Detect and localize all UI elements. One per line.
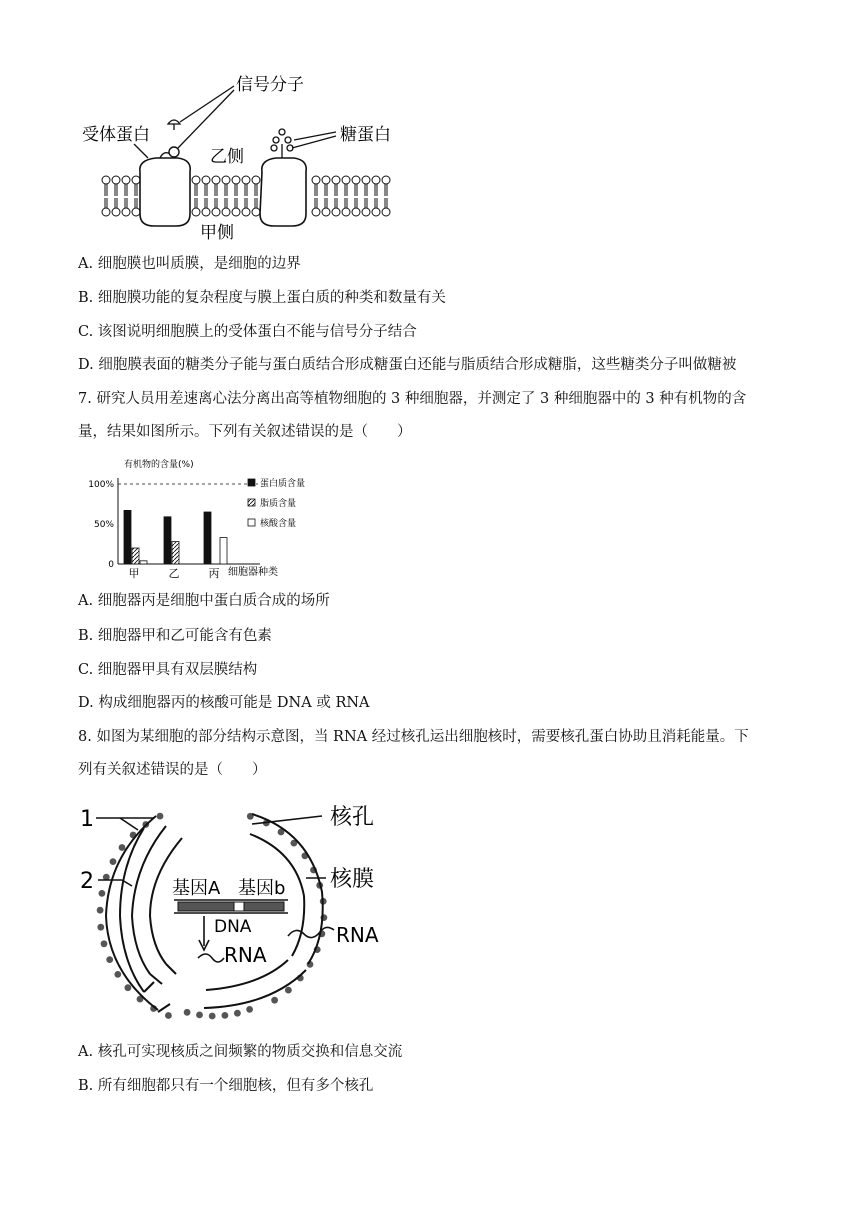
- ribosome-dot: [234, 1010, 241, 1017]
- bar-脂质含量-乙: [172, 542, 179, 564]
- figure-leader-lines: [96, 816, 326, 886]
- side-b-label: 乙侧: [210, 147, 244, 167]
- receptor-protein-shape: [140, 147, 190, 226]
- label-1: 1: [80, 807, 94, 832]
- bar-核酸含量-甲: [140, 561, 147, 564]
- rna-inner-label: RNA: [224, 943, 267, 967]
- q7-stem-line2: 量，结果如图所示。下列有关叙述错误的是（ ）: [78, 424, 412, 440]
- ribosome-dot: [222, 1012, 229, 1019]
- glycoprotein-shape: [260, 129, 306, 226]
- ribosome-dot: [99, 890, 106, 897]
- q8-option-b: B. 所有细胞都只有一个细胞核，但有多个核孔: [78, 1078, 374, 1094]
- ribosome-dot: [101, 940, 108, 947]
- nuclear-envelope-label: 核膜: [330, 867, 375, 892]
- y-tick-label: 0: [108, 560, 114, 570]
- bar-蛋白质含量-丙: [204, 512, 211, 564]
- y-tick-label: 100%: [88, 480, 114, 490]
- legend-label: 蛋白质含量: [260, 479, 306, 489]
- rna-wave-inner: [198, 954, 224, 962]
- gene-b-label: 基因b: [238, 878, 286, 899]
- nuclear-pore-label: 核孔: [330, 805, 375, 830]
- organic-content-bar-chart: [78, 456, 318, 580]
- legend-label: 核酸含量: [260, 519, 297, 529]
- gene-a-label: 基因A: [172, 878, 221, 899]
- nucleus-figure: [74, 796, 404, 1030]
- chart-ylabel: 有机物的含量(%): [124, 460, 194, 470]
- dna-strand: [174, 900, 288, 913]
- ribosome-dot: [196, 1012, 203, 1019]
- ribosome-dot: [246, 1006, 253, 1013]
- q7-stem-line1: 7. 研究人员用差速离心法分离出高等植物细胞的 3 种细胞器，并测定了 3 种细胞器中的 3 种有机物的含: [78, 391, 747, 407]
- ribosome-dot: [285, 987, 292, 994]
- glycoprotein-label: 糖蛋白: [340, 125, 391, 145]
- q6-option-c: C. 该图说明细胞膜上的受体蛋白不能与信号分子结合: [78, 324, 417, 340]
- q7-option-b: B. 细胞器甲和乙可能含有色素: [78, 628, 272, 644]
- ribosome-dot: [125, 984, 132, 991]
- bar-核酸含量-丙: [220, 538, 227, 564]
- q8-option-a: A. 核孔可实现核质之间频繁的物质交换和信息交流: [78, 1044, 403, 1060]
- q6-option-b: B. 细胞膜功能的复杂程度与膜上蛋白质的种类和数量有关: [78, 290, 446, 306]
- q8-stem-line1: 8. 如图为某细胞的部分结构示意图，当 RNA 经过核孔运出细胞核时，需要核孔蛋白协助且消耗能量。下: [78, 729, 749, 745]
- legend-label: 脂质含量: [260, 499, 297, 509]
- ribosome-dot: [110, 858, 117, 865]
- ribosome-dot: [119, 844, 126, 851]
- ribosome-dot: [209, 1013, 216, 1020]
- bar-脂质含量-甲: [132, 548, 139, 564]
- y-tick-label: 50%: [93, 520, 114, 530]
- ribosome-dot: [106, 956, 113, 963]
- q7-option-a: A. 细胞器丙是细胞中蛋白质合成的场所: [78, 593, 330, 609]
- ribosome-dot: [157, 813, 164, 820]
- q7-option-d: D. 构成细胞器丙的核酸可能是 DNA 或 RNA: [78, 695, 370, 711]
- q8-stem-line2: 列有关叙述错误的是（ ）: [78, 762, 267, 778]
- x-tick-label: 甲: [128, 567, 140, 580]
- q6-option-d: D. 细胞膜表面的糖类分子能与蛋白质结合形成糖蛋白还能与脂质结合形成糖脂，这些糖类分子叫做糖被: [78, 357, 737, 373]
- ribosome-dot: [184, 1009, 191, 1016]
- legend-swatch: [248, 479, 255, 486]
- transcription-arrow: [199, 916, 209, 950]
- side-a-label: 甲侧: [200, 223, 234, 243]
- label-2: 2: [80, 869, 94, 894]
- rna-wave-outer: [288, 927, 334, 937]
- cell-membrane-figure: [78, 68, 418, 244]
- q7-option-c: C. 细胞器甲具有双层膜结构: [78, 662, 258, 678]
- signal-molecule-shape: [168, 120, 180, 130]
- bar-蛋白质含量-乙: [164, 517, 171, 564]
- ribosome-dot: [165, 1012, 172, 1019]
- x-tick-label: 乙: [168, 567, 180, 580]
- dna-label: DNA: [214, 917, 252, 937]
- ribosome-dot: [97, 907, 104, 914]
- x-tick-label: 丙: [208, 567, 220, 580]
- signal-molecule-label: 信号分子: [236, 75, 304, 95]
- ribosome-dot: [271, 997, 278, 1004]
- receptor-protein-label: 受体蛋白: [82, 125, 150, 145]
- legend-swatch: [248, 519, 255, 526]
- ribosome-dot: [114, 971, 121, 978]
- chart-xlabel: 细胞器种类: [228, 567, 278, 578]
- bar-蛋白质含量-甲: [124, 510, 131, 564]
- legend-swatch: [248, 499, 255, 506]
- rna-outer-label: RNA: [336, 923, 379, 947]
- q6-option-a: A. 细胞膜也叫质膜，是细胞的边界: [78, 256, 301, 272]
- ribosome-dot: [97, 924, 104, 931]
